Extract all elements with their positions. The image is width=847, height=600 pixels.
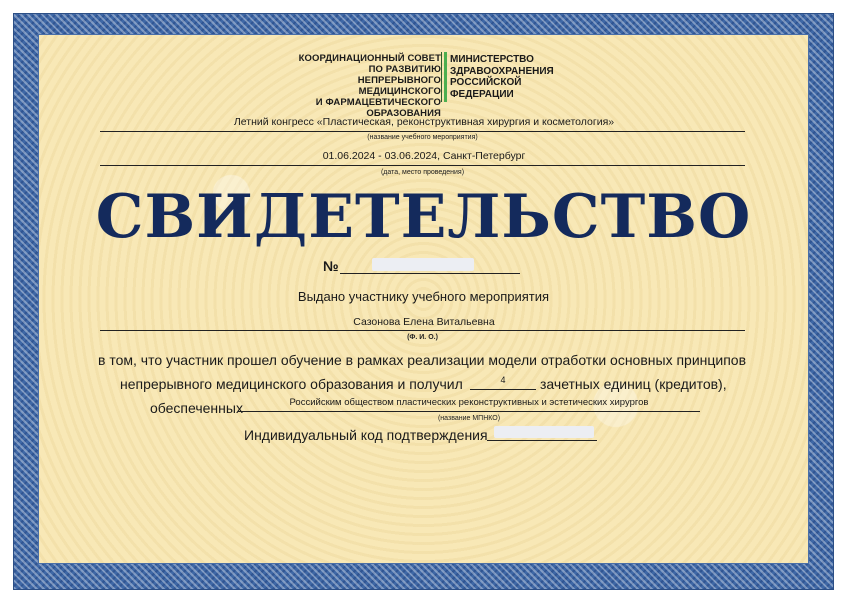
body-line-2-start: непрерывного медицинского образования и получил [120, 376, 463, 392]
participant-name: Сазонова Елена Витальевна [353, 316, 495, 328]
ministry-logo-text: МИНИСТЕРСТВО ЗДРАВООХРАНЕНИЯ РОССИЙСКОЙ ФЕДЕРАЦИИ [450, 54, 554, 100]
redacted-number [372, 258, 474, 271]
certificate-title: СВИДЕТЕЛЬСТВО [95, 182, 752, 252]
issued-to-label: Выдано участнику учебного мероприятия [297, 289, 550, 304]
participant-underline [100, 330, 745, 331]
body-line-3-start: обеспеченных [150, 400, 243, 416]
credits-value: 4 [500, 375, 506, 385]
logo-accent-bar [444, 52, 447, 102]
event-date-place: 01.06.2024 - 03.06.2024, Санкт-Петербург [322, 150, 526, 162]
provider-name: Российским обществом пластических реконструктивных и эстетических хирургов [289, 397, 649, 408]
number-label: № [323, 258, 339, 274]
provider-caption: (название МПНКО) [437, 415, 501, 422]
confirmation-code-underline [487, 440, 597, 441]
event-name: Летний конгресс «Пластическая, реконструктивная хирургия и косметология» [233, 116, 615, 128]
event-name-underline [100, 131, 745, 132]
confirmation-code-label: Индивидуальный код подтверждения [244, 427, 488, 443]
provider-underline [238, 411, 700, 412]
credits-underline [470, 389, 536, 390]
event-name-caption: (название учебного мероприятия) [367, 134, 478, 141]
body-line-2-end: зачетных единиц (кредитов), [540, 376, 727, 392]
number-underline [340, 273, 520, 274]
council-logo-text: КООРДИНАЦИОННЫЙ СОВЕТ ПО РАЗВИТИЮ НЕПРЕРЫВНОГО МЕДИЦИНСКОГО И ФАРМАЦЕВТИЧЕСКОГО ОБРАЗОВАНИЯ [298, 53, 441, 119]
date-place-caption: (дата, место проведения) [380, 169, 465, 176]
participant-caption: (Ф. И. О.) [407, 334, 438, 341]
redacted-confirmation-code [494, 426, 594, 438]
logo-divider [441, 52, 442, 102]
body-line-1: в том, что участник прошел обучение в рамках реализации модели отработки основных принципов [98, 352, 747, 368]
date-place-underline [100, 165, 745, 166]
